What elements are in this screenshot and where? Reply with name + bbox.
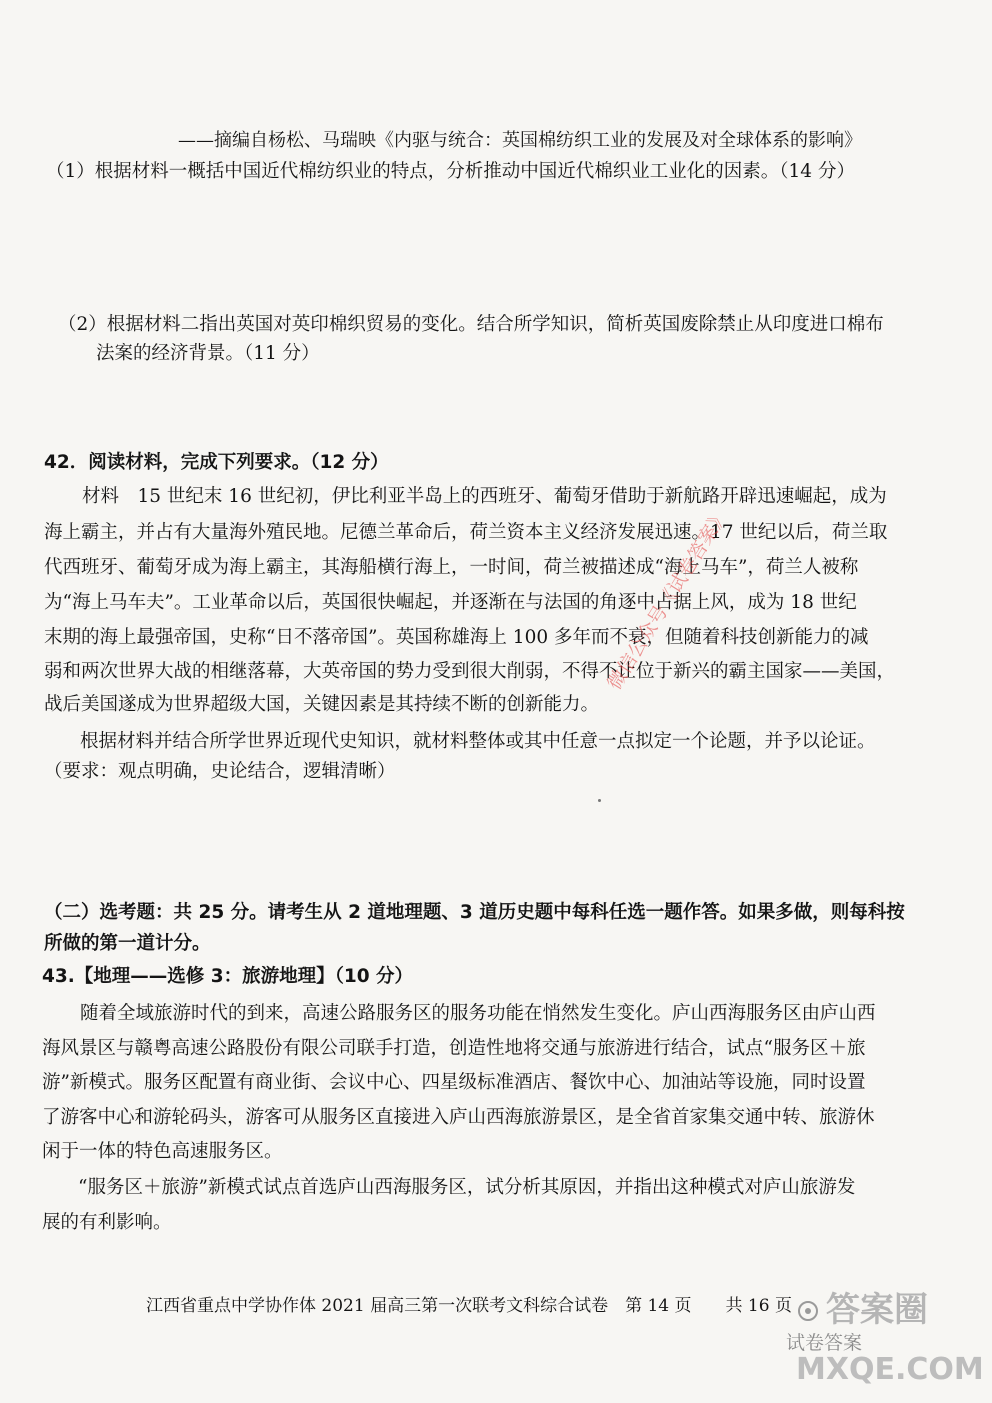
material-line: 海风景区与赣粤高速公路股份有限公司联手打造，创造性地将交通与旅游进行结合，试点“服务区＋旅 [42, 1038, 866, 1059]
question-42-requirement: （要求：观点明确，史论结合，逻辑清晰） [44, 761, 396, 782]
material-line: 游”新模式。服务区配置有商业街、会议中心、四星级标准酒店、餐饮中心、加油站等设施，同时设置 [42, 1072, 866, 1093]
material-line: 弱和两次世界大战的相继落幕，大英帝国的势力受到很大削弱，不得不让位于新兴的霸主国家——美国， [44, 661, 896, 682]
logo-caption: 试卷答案 [786, 1332, 863, 1354]
material-line: 随着全域旅游时代的到来，高速公路服务区的服务功能在悄然发生变化。庐山西海服务区由庐山西 [80, 1003, 876, 1024]
question-41-part-1: （1）根据材料一概括中国近代棉纺织业的特点，分析推动中国近代棉织业工业化的因素。（14 分） [46, 161, 855, 182]
logo-url: MXQE.COM [796, 1352, 984, 1387]
answer-circle-logo [762, 1277, 984, 1387]
scan-speck [598, 799, 601, 802]
material-line: 战后美国遂成为世界超级大国，关键因素是其持续不断的创新能力。 [44, 694, 600, 715]
material-line: 闲于一体的特色高速服务区。 [42, 1141, 283, 1162]
question-43-task: 展的有利影响。 [42, 1212, 172, 1233]
question-43-title: 43.【地理——选修 3：旅游地理】（10 分） [42, 966, 414, 987]
logo-title: 答案圈 [826, 1290, 928, 1330]
question-41-part-2-line: 法案的经济背景。（11 分） [96, 343, 320, 364]
question-41-part-2-line: （2）根据材料二指出英国对英印棉织贸易的变化。结合所学知识，简析英国废除禁止从印度进口棉布 [58, 314, 884, 335]
page-footer: 江西省重点中学协作体 2021 届高三第一次联考文科综合试卷 第 14 页 共 16 页 [146, 1296, 792, 1316]
material-line: 为“海上马车夫”。工业革命以后，英国很快崛起，并逐渐在与法国的角逐中占据上风，成为 18 世纪 [44, 592, 857, 613]
question-43-task: “服务区＋旅游”新模式试点首选庐山西海服务区，试分析其原因，并指出这种模式对庐山旅游发 [78, 1177, 856, 1198]
section-2-instructions: （二）选考题：共 25 分。请考生从 2 道地理题、3 道历史题中每科任选一题作答。如果多做，则每科按 [44, 902, 905, 923]
material-line: 了游客中心和游轮码头，游客可从服务区直接进入庐山西海旅游景区，是全省首家集交通中转、旅游休 [42, 1107, 875, 1128]
source-citation: ——摘编自杨松、马瑞映《内驱与统合：英国棉纺织工业的发展及对全球体系的影响》 [178, 130, 862, 151]
watermark-text: 微信公众号《试卷答案》 [603, 504, 733, 694]
section-2-instructions: 所做的第一道计分。 [44, 933, 211, 954]
question-42-title: 42．阅读材料，完成下列要求。（12 分） [44, 452, 389, 473]
material-line: 代西班牙、葡萄牙成为海上霸主，其海船横行海上，一时间，荷兰被描述成“海上马车”，荷兰人被称 [44, 557, 859, 578]
question-42-task: 根据材料并结合所学世界近现代史知识，就材料整体或其中任意一点拟定一个论题，并予以论证。 [80, 731, 876, 752]
material-line: 材料 15 世纪末 16 世纪初，伊比利亚半岛上的西班牙、葡萄牙借助于新航路开辟迅速崛起，成为 [82, 486, 887, 507]
material-line: 海上霸主，并占有大量海外殖民地。尼德兰革命后，荷兰资本主义经济发展迅速。17 世纪以后，荷兰取 [44, 522, 888, 543]
material-line: 末期的海上最强帝国，史称“日不落帝国”。英国称雄海上 100 多年而不衰，但随着科技创新能力的减 [44, 627, 869, 648]
